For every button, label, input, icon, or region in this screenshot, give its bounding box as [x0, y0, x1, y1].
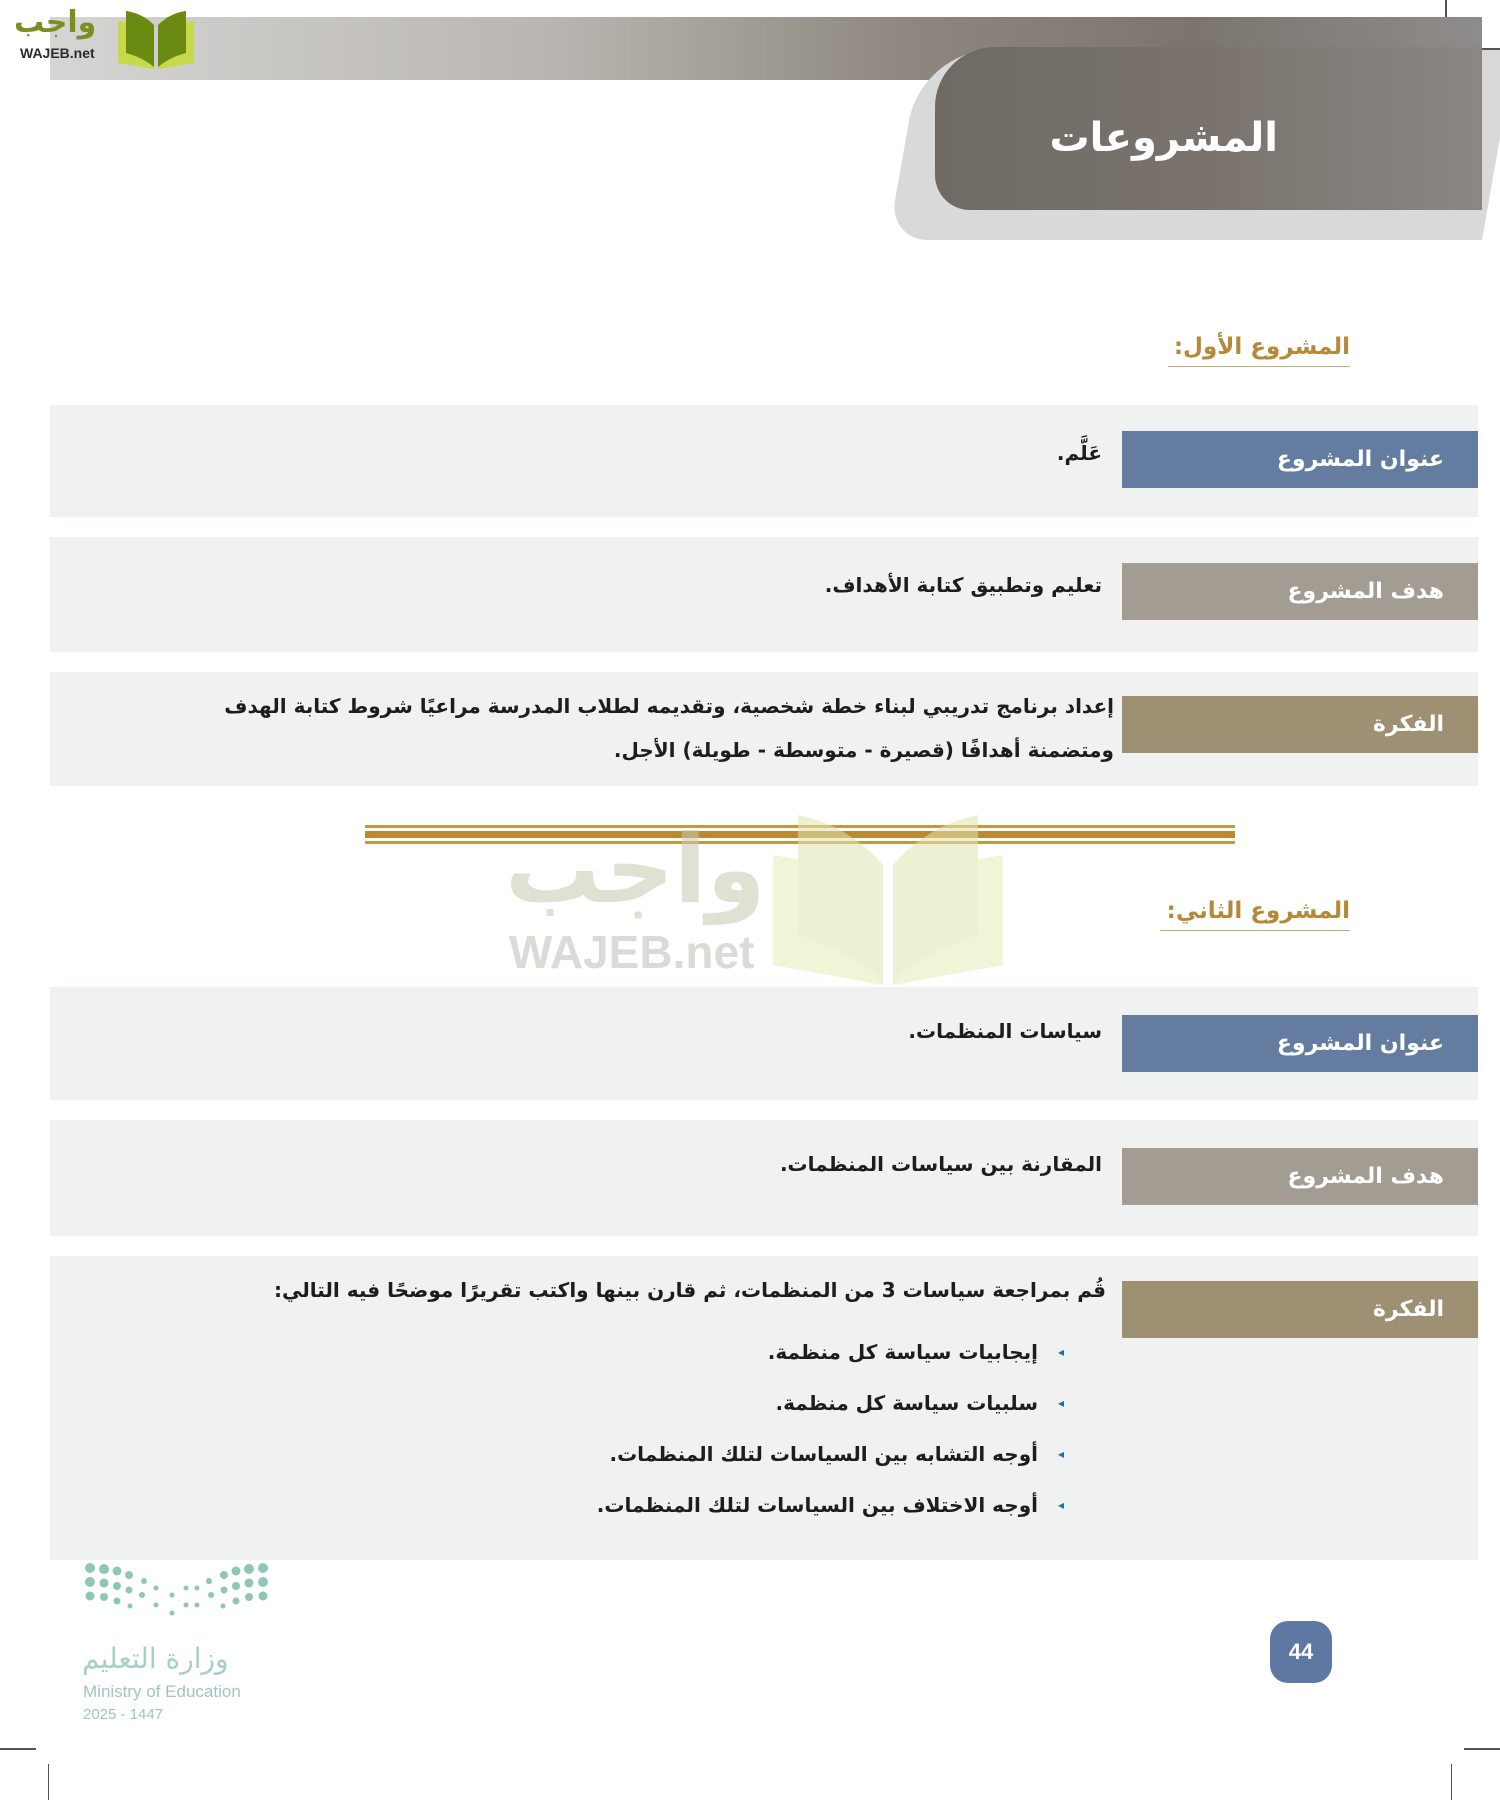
project-idea-line-2: ومتضمنة أهدافًا (قصيرة - متوسطة - طويلة) الأجل. — [613, 738, 1114, 762]
project-2-idea-row — [50, 1256, 1478, 1560]
project-idea-label: الفكرة — [1122, 1281, 1478, 1338]
project-idea-intro: قُم بمراجعة سياسات 3 من المنظمات، ثم قارن بينها واكتب تقريرًا موضحًا فيه التالي: — [274, 1278, 1106, 1302]
site-logo[interactable] — [8, 5, 193, 65]
project-title-value: عَلَّم. — [1056, 441, 1102, 465]
triangle-bullet-icon: ◂ — [1057, 1395, 1064, 1410]
project-1-goal-row — [50, 537, 1478, 652]
project-1-title-row — [50, 405, 1478, 517]
project-title-label: عنوان المشروع — [1122, 431, 1478, 488]
watermark-arabic: واجب — [505, 815, 766, 925]
project-2-goal-row — [50, 1120, 1478, 1236]
project-idea-label: الفكرة — [1122, 696, 1478, 753]
crop-mark — [0, 1748, 36, 1750]
ministry-name-arabic: وزارة التعليم — [82, 1642, 229, 1675]
site-logo-english: WAJEB.net — [20, 45, 95, 61]
triangle-bullet-icon: ◂ — [1057, 1344, 1064, 1359]
book-icon — [116, 9, 196, 69]
section-divider — [365, 825, 1235, 844]
project-goal-value: المقارنة بين سياسات المنظمات. — [779, 1152, 1102, 1176]
ministry-logo — [80, 1562, 280, 1732]
crop-mark — [48, 1764, 49, 1800]
project-title-value: سياسات المنظمات. — [908, 1019, 1102, 1043]
project-2-title-row — [50, 987, 1478, 1100]
ministry-year: 2025 - 1447 — [83, 1706, 164, 1723]
project-idea-line-1: إعداد برنامج تدريبي لبناء خطة شخصية، وتقديمه لطلاب المدرسة مراعيًا شروط كتابة الهدف — [224, 694, 1114, 718]
crop-mark — [1464, 1748, 1500, 1750]
project-idea-bullets — [597, 1326, 1064, 1530]
ministry-dots-icon — [84, 1562, 269, 1624]
project-1-idea-row — [50, 672, 1478, 786]
bullet-item: ◂ أوجه الاختلاف بين السياسات لتلك المنظمات. — [596, 1492, 1064, 1517]
project-title-label: عنوان المشروع — [1122, 1015, 1478, 1072]
page-number-badge: 44 — [1270, 1621, 1332, 1683]
project-goal-label: هدف المشروع — [1122, 563, 1478, 620]
site-logo-arabic: واجب — [14, 5, 97, 40]
watermark-english: WAJEB.net — [509, 926, 755, 978]
bullet-item: ◂ سلبيات سياسة كل منظمة. — [775, 1390, 1064, 1415]
bullet-item: ◂ إيجابيات سياسة كل منظمة. — [767, 1339, 1064, 1364]
triangle-bullet-icon: ◂ — [1057, 1497, 1064, 1512]
triangle-bullet-icon: ◂ — [1057, 1446, 1064, 1461]
project-2-heading: المشروع الثاني: — [1160, 898, 1350, 931]
ministry-name-english: Ministry of Education — [83, 1682, 241, 1701]
project-goal-label: هدف المشروع — [1122, 1148, 1478, 1205]
bullet-item: ◂ أوجه التشابه بين السياسات لتلك المنظمات. — [609, 1441, 1064, 1466]
project-1-heading: المشروع الأول: — [1168, 334, 1350, 367]
page-title: المشروعات — [1049, 115, 1278, 161]
project-goal-value: تعليم وتطبيق كتابة الأهداف. — [824, 573, 1102, 597]
crop-mark — [1451, 1764, 1452, 1800]
